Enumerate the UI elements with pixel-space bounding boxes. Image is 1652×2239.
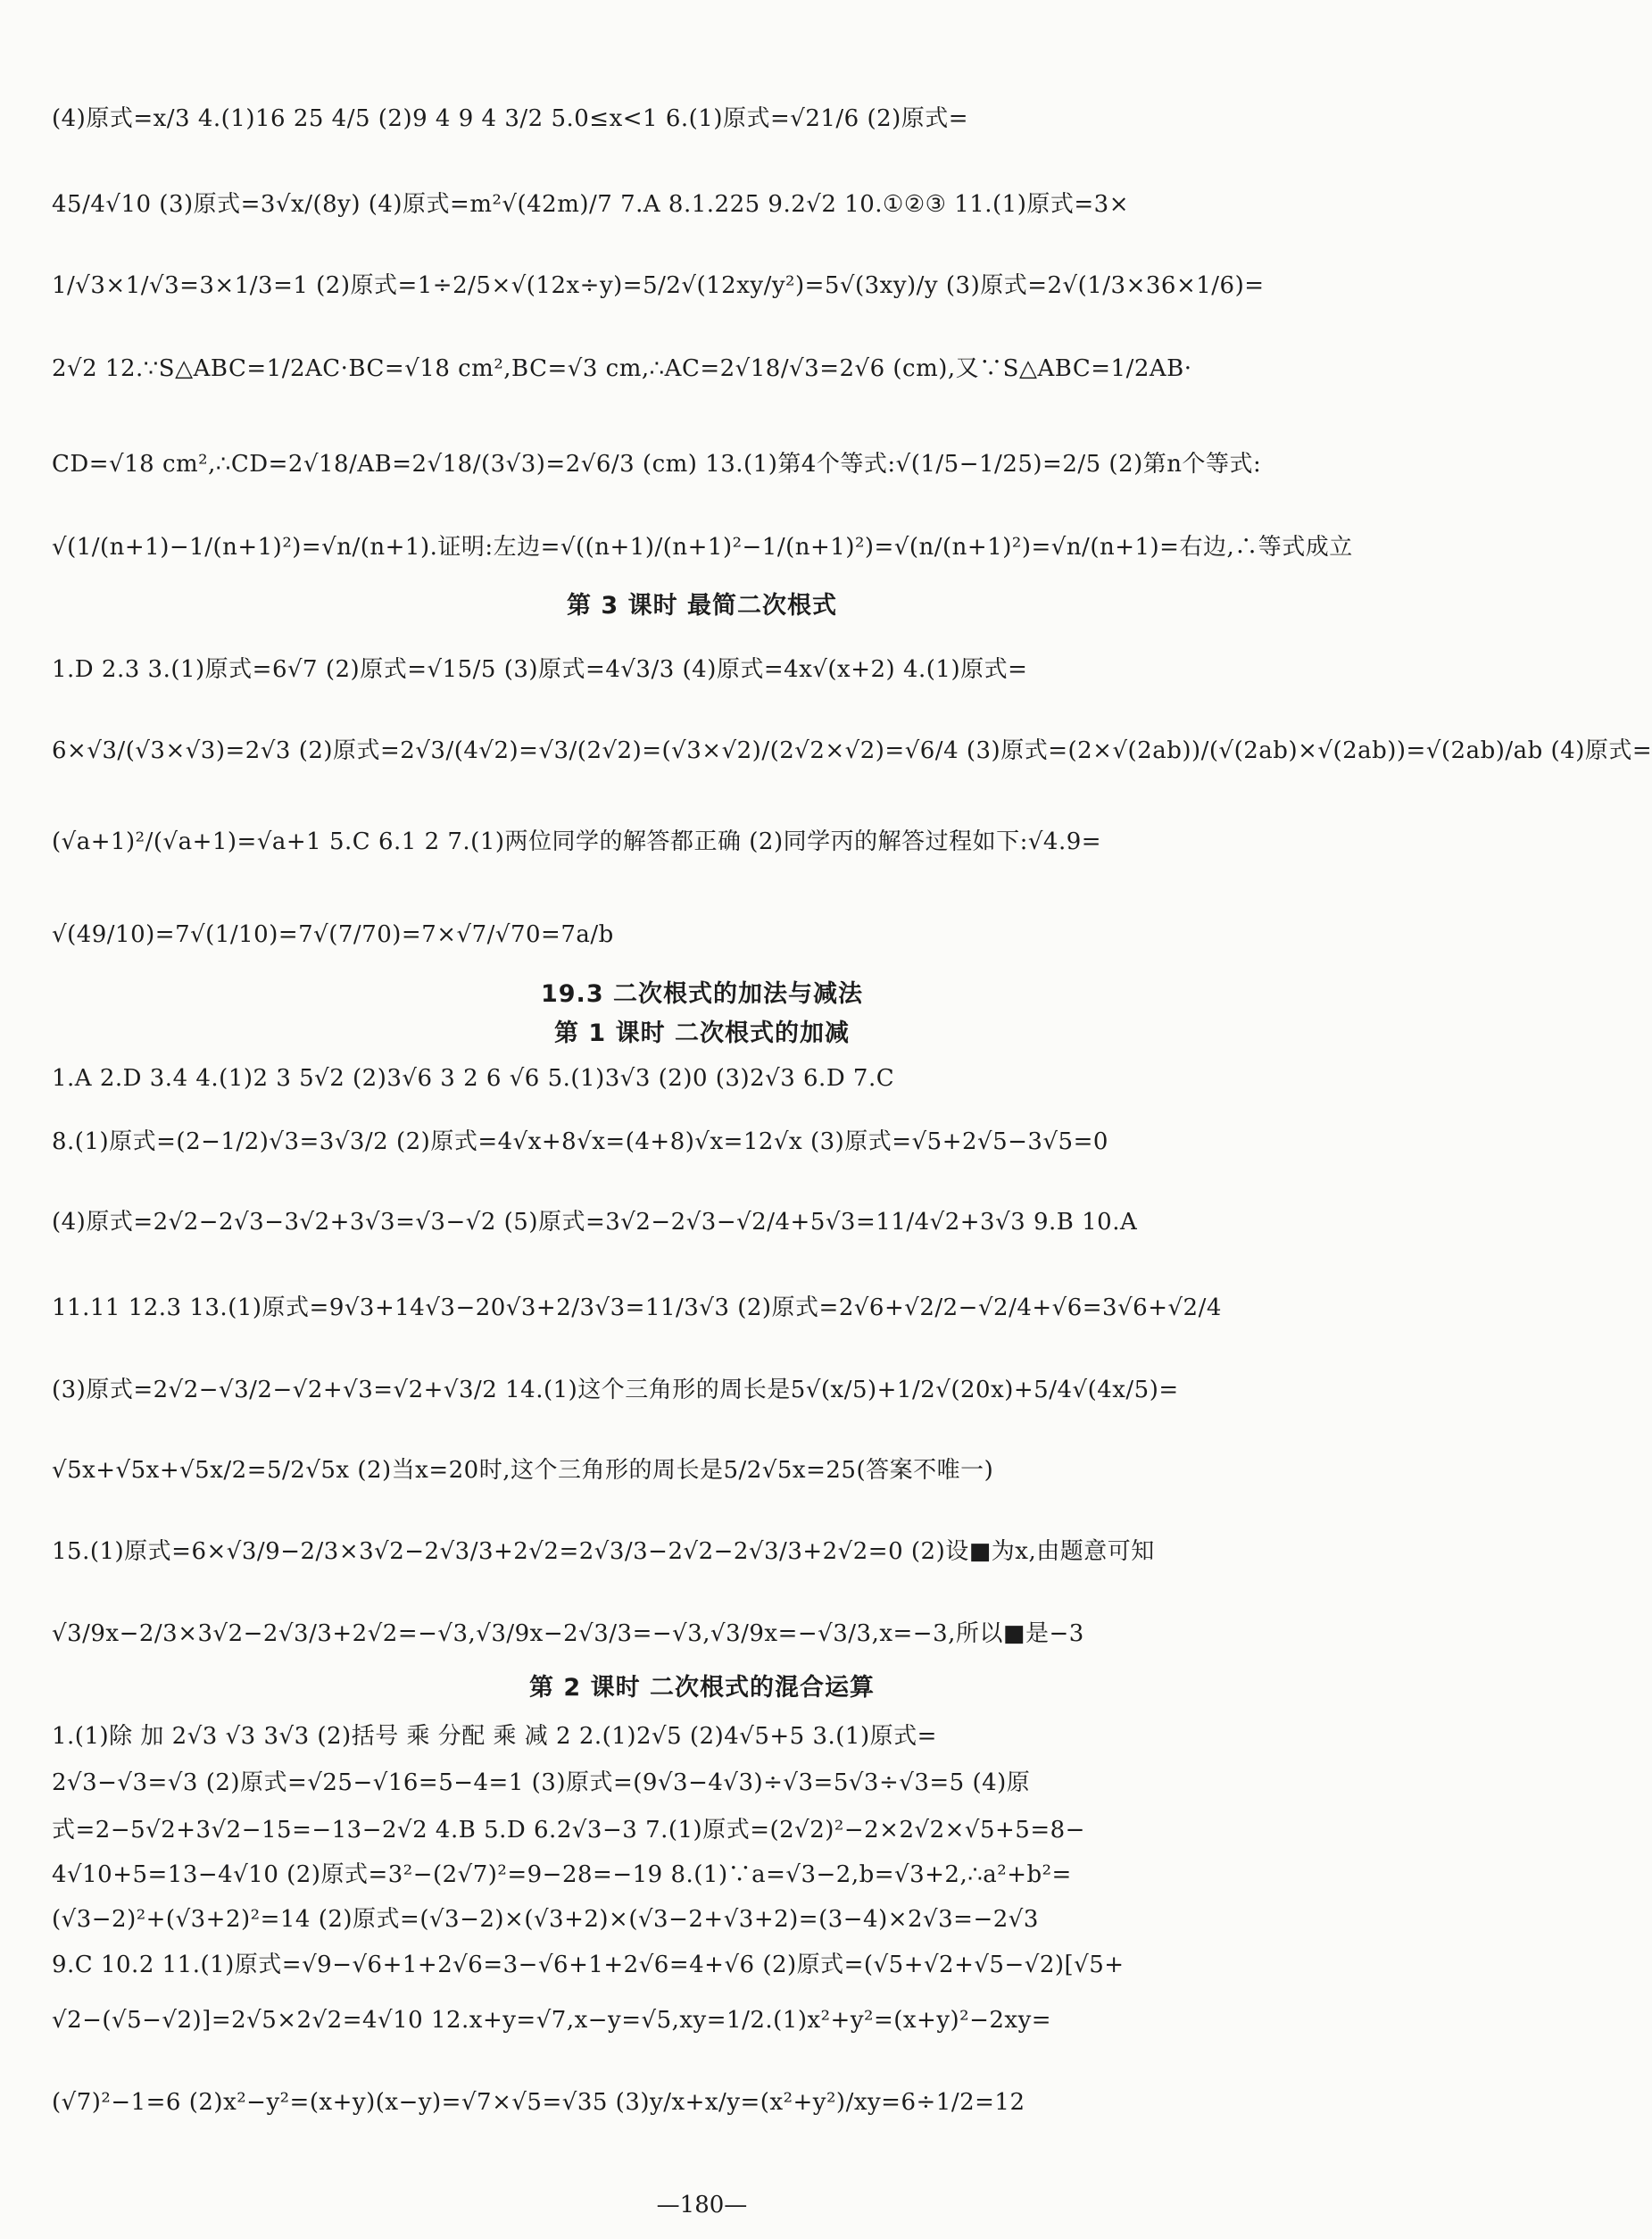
answer-line: CD=√18 cm²,∴CD=2√18/AB=2√18/(3√3)=2√6/3 (cm) 13.(1)第4个等式:√(1/5−1/25)=2/5 (2)第n个等式: xyxy=(52,451,1262,478)
answer-line: 8.(1)原式=(2−1/2)√3=3√3/2 (2)原式=4√x+8√x=(4+8)√x=12√x (3)原式=√5+2√5−3√5=0 xyxy=(52,1128,1108,1155)
section-heading: 19.3 二次根式的加法与减法 xyxy=(540,980,864,1008)
answer-line: 式=2−5√2+3√2−15=−13−2√2 4.B 5.D 6.2√3−3 7.(1)原式=(2√2)²−2×2√2×√5+5=8− xyxy=(52,1817,1085,1844)
answer-line: 1/√3×1/√3=3×1/3=1 (2)原式=1÷2/5×√(12x÷y)=5/2√(12xy/y²)=5√(3xy)/y (3)原式=2√(1/3×36×1/6)= xyxy=(52,272,1265,299)
answer-line: 15.(1)原式=6×√3/9−2/3×3√2−2√3/3+2√2=2√3/3−2√2−2√3/3+2√2=0 (2)设■为x,由题意可知 xyxy=(52,1538,1155,1565)
answer-line: √5x+√5x+√5x/2=5/2√5x (2)当x=20时,这个三角形的周长是5/2√5x=25(答案不唯一) xyxy=(52,1457,994,1484)
section-heading: 第 1 课时 二次根式的加减 xyxy=(554,1020,850,1047)
answer-line: (√a+1)²/(√a+1)=√a+1 5.C 6.1 2 7.(1)两位同学的解答都正确 (2)同学丙的解答过程如下:√4.9= xyxy=(52,828,1102,855)
answer-line: 6×√3/(√3×√3)=2√3 (2)原式=2√3/(4√2)=√3/(2√2)=(√3×√2)/(2√2×√2)=√6/4 (3)原式=(2×√(2ab))/(√(2ab)×√(2ab))=√(2ab)/ab (4)原式= xyxy=(52,737,1652,764)
answer-line: 1.(1)除 加 2√3 √3 3√3 (2)括号 乘 分配 乘 减 2 2.(1)2√5 (2)4√5+5 3.(1)原式= xyxy=(52,1723,937,1750)
answer-line: 4√10+5=13−4√10 (2)原式=3²−(2√7)²=9−28=−19 8.(1)∵a=√3−2,b=√3+2,∴a²+b²= xyxy=(52,1861,1072,1888)
answer-line: 11.11 12.3 13.(1)原式=9√3+14√3−20√3+2/3√3=11/3√3 (2)原式=2√6+√2/2−√2/4+√6=3√6+√2/4 xyxy=(52,1294,1222,1321)
answer-line: √(1/(n+1)−1/(n+1)²)=√n/(n+1).证明:左边=√((n+1)/(n+1)²−1/(n+1)²)=√(n/(n+1)²)=√n/(n+1)=右边,∴等式成立 xyxy=(52,534,1353,561)
section-heading: 第 2 课时 二次根式的混合运算 xyxy=(529,1674,875,1702)
answer-line: 1.D 2.3 3.(1)原式=6√7 (2)原式=√15/5 (3)原式=4√3/3 (4)原式=4x√(x+2) 4.(1)原式= xyxy=(52,656,1028,683)
answer-line: (√3−2)²+(√3+2)²=14 (2)原式=(√3−2)×(√3+2)×(√3−2+√3+2)=(3−4)×2√3=−2√3 xyxy=(52,1906,1039,1933)
answer-line: √3/9x−2/3×3√2−2√3/3+2√2=−√3,√3/9x−2√3/3=−√3,√3/9x=−√3/3,x=−3,所以■是−3 xyxy=(52,1620,1084,1647)
answer-line: 2√2 12.∵S△ABC=1/2AC·BC=√18 cm²,BC=√3 cm,∴AC=2√18/√3=2√6 (cm),又∵S△ABC=1/2AB· xyxy=(52,355,1192,382)
answer-line: 9.C 10.2 11.(1)原式=√9−√6+1+2√6=3−√6+1+2√6=4+√6 (2)原式=(√5+√2+√5−√2)[√5+ xyxy=(52,1952,1125,1978)
answer-line: √2−(√5−√2)]=2√5×2√2=4√10 12.x+y=√7,x−y=√5,xy=1/2.(1)x²+y²=(x+y)²−2xy= xyxy=(52,2007,1052,2034)
answer-line: 1.A 2.D 3.4 4.(1)2 3 5√2 (2)3√6 3 2 6 √6 5.(1)3√3 (2)0 (3)2√3 6.D 7.C xyxy=(52,1065,895,1092)
answer-line: (4)原式=2√2−2√3−3√2+3√3=√3−√2 (5)原式=3√2−2√3−√2/4+5√3=11/4√2+3√3 9.B 10.A xyxy=(52,1209,1138,1236)
page-number: —180— xyxy=(656,2192,748,2218)
answer-line: (√7)²−1=6 (2)x²−y²=(x+y)(x−y)=√7×√5=√35 (3)y/x+x/y=(x²+y²)/xy=6÷1/2=12 xyxy=(52,2089,1025,2116)
answer-line: (4)原式=x/3 4.(1)16 25 4/5 (2)9 4 9 4 3/2 5.0≤x<1 6.(1)原式=√21/6 (2)原式= xyxy=(52,105,969,132)
answer-line: 2√3−√3=√3 (2)原式=√25−√16=5−4=1 (3)原式=(9√3−4√3)÷√3=5√3÷√3=5 (4)原 xyxy=(52,1769,1031,1796)
section-heading: 第 3 课时 最简二次根式 xyxy=(567,592,837,620)
answer-line: √(49/10)=7√(1/10)=7√(7/70)=7×√7/√70=7a/b xyxy=(52,921,614,948)
answer-line: (3)原式=2√2−√3/2−√2+√3=√2+√3/2 14.(1)这个三角形的周长是5√(x/5)+1/2√(20x)+5/4√(4x/5)= xyxy=(52,1377,1179,1403)
answer-line: 45/4√10 (3)原式=3√x/(8y) (4)原式=m²√(42m)/7 7.A 8.1.225 9.2√2 10.①②③ 11.(1)原式=3× xyxy=(52,191,1129,218)
